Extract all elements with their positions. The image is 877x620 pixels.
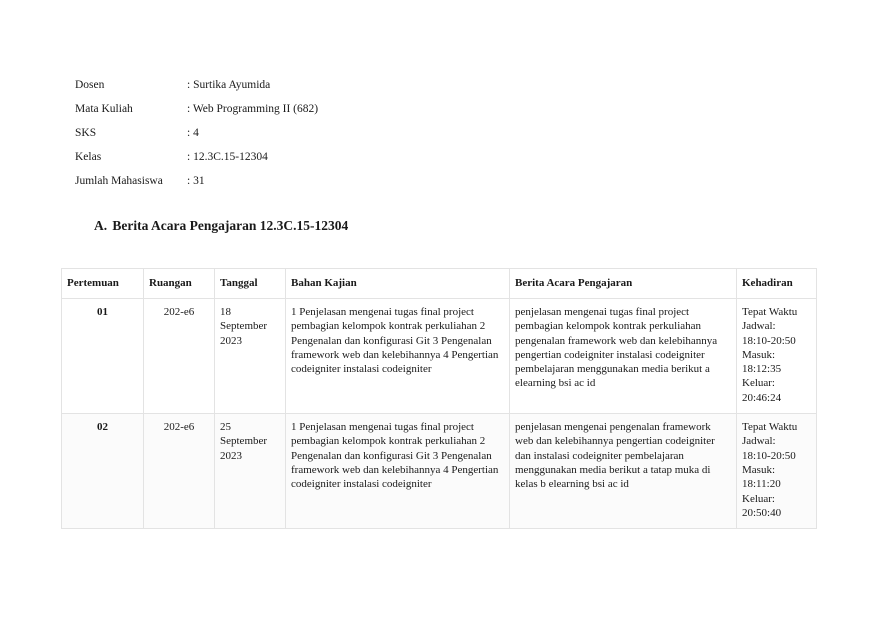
- checkout-time: 20:50:40: [742, 506, 782, 519]
- cell-bahan-kajian: 1 Penjelasan mengenai tugas final project pembagian kelompok kontrak perkuliahan 2 Pengenalan dan konfigurasi Git 3 Pengenalan framework web dan kelebihannya 4 Pengertian codeigniter instalasi codeigniter: [286, 299, 510, 414]
- info-row-mata-kuliah: [75, 97, 318, 121]
- cell-berita-acara: penjelasan mengenai tugas final project pembagian kelompok kontrak perkuliahan pengenalan framework web dan kelebihannya pengertian codeigniter instalasi codeigniter pembelajaran menggunakan media berikut a elearning bsi ac id: [510, 299, 737, 414]
- schedule-time: 18:10-20:50: [742, 449, 796, 462]
- schedule-time: 18:10-20:50: [742, 334, 796, 347]
- info-label: SKS: [75, 127, 97, 139]
- info-row-kelas: [75, 145, 318, 169]
- info-label: Mata Kuliah: [75, 103, 133, 115]
- course-info: [75, 73, 318, 193]
- info-label: Dosen: [75, 79, 105, 91]
- header-berita-acara: Berita Acara Pengajaran: [510, 269, 737, 299]
- checkin-time: 18:11:20: [742, 478, 781, 491]
- info-value: : 12.3C.15-12304: [187, 151, 268, 163]
- cell-bahan-kajian: 1 Penjelasan mengenai tugas final project pembagian kelompok kontrak perkuliahan 2 Pengenalan dan konfigurasi Git 3 Pengenalan framework web dan kelebihannya 4 Pengertian codeigniter instalasi codeigniter: [286, 414, 510, 529]
- checkin-label: Masuk:: [742, 463, 775, 476]
- info-label: Kelas: [75, 151, 102, 163]
- info-label: Jumlah Mahasiswa: [75, 175, 163, 187]
- checkout-label: Keluar:: [742, 492, 775, 505]
- checkin-time: 18:12:35: [742, 363, 782, 376]
- info-value: : 31: [187, 175, 205, 187]
- header-pertemuan: Pertemuan: [62, 269, 144, 299]
- section-number: A.: [94, 218, 108, 233]
- table-row: [62, 414, 817, 529]
- schedule-label: Jadwal:: [742, 435, 776, 448]
- checkin-label: Masuk:: [742, 348, 775, 361]
- checkout-time: 20:46:24: [742, 391, 782, 404]
- attendance-status: Tepat Waktu: [742, 421, 798, 434]
- info-row-sks: [75, 121, 318, 145]
- cell-pertemuan: 02: [62, 414, 144, 529]
- schedule-label: Jadwal:: [742, 320, 776, 333]
- header-ruangan: Ruangan: [144, 269, 215, 299]
- info-value: : 4: [187, 127, 199, 139]
- header-bahan-kajian: Bahan Kajian: [286, 269, 510, 299]
- cell-kehadiran: [737, 299, 817, 414]
- section-heading: [94, 218, 348, 234]
- header-kehadiran: Kehadiran: [737, 269, 817, 299]
- cell-ruangan: 202-e6: [144, 299, 215, 414]
- cell-berita-acara: penjelasan mengenai pengenalan framework web dan kelebihannya pengertian codeigniter dan instalasi codeigniter pembelajaran menggunakan media berikut a tatap muka di kelas b elearning bsi ac id: [510, 414, 737, 529]
- teaching-report-table: [61, 268, 817, 529]
- cell-tanggal: 25 September 2023: [215, 414, 286, 529]
- info-value: : Web Programming II (682): [187, 103, 319, 115]
- cell-tanggal: 18 September 2023: [215, 299, 286, 414]
- info-row-jumlah-mahasiswa: [75, 169, 318, 193]
- table-row: [62, 299, 817, 414]
- table-header-row: [62, 269, 817, 299]
- checkout-label: Keluar:: [742, 377, 775, 390]
- attendance-status: Tepat Waktu: [742, 306, 798, 318]
- cell-ruangan: 202-e6: [144, 414, 215, 529]
- cell-pertemuan: 01: [62, 299, 144, 414]
- info-row-dosen: [75, 73, 318, 97]
- cell-kehadiran: [737, 414, 817, 529]
- header-tanggal: Tanggal: [215, 269, 286, 299]
- section-title: Berita Acara Pengajaran 12.3C.15-12304: [112, 218, 349, 233]
- info-value: : Surtika Ayumida: [187, 79, 271, 91]
